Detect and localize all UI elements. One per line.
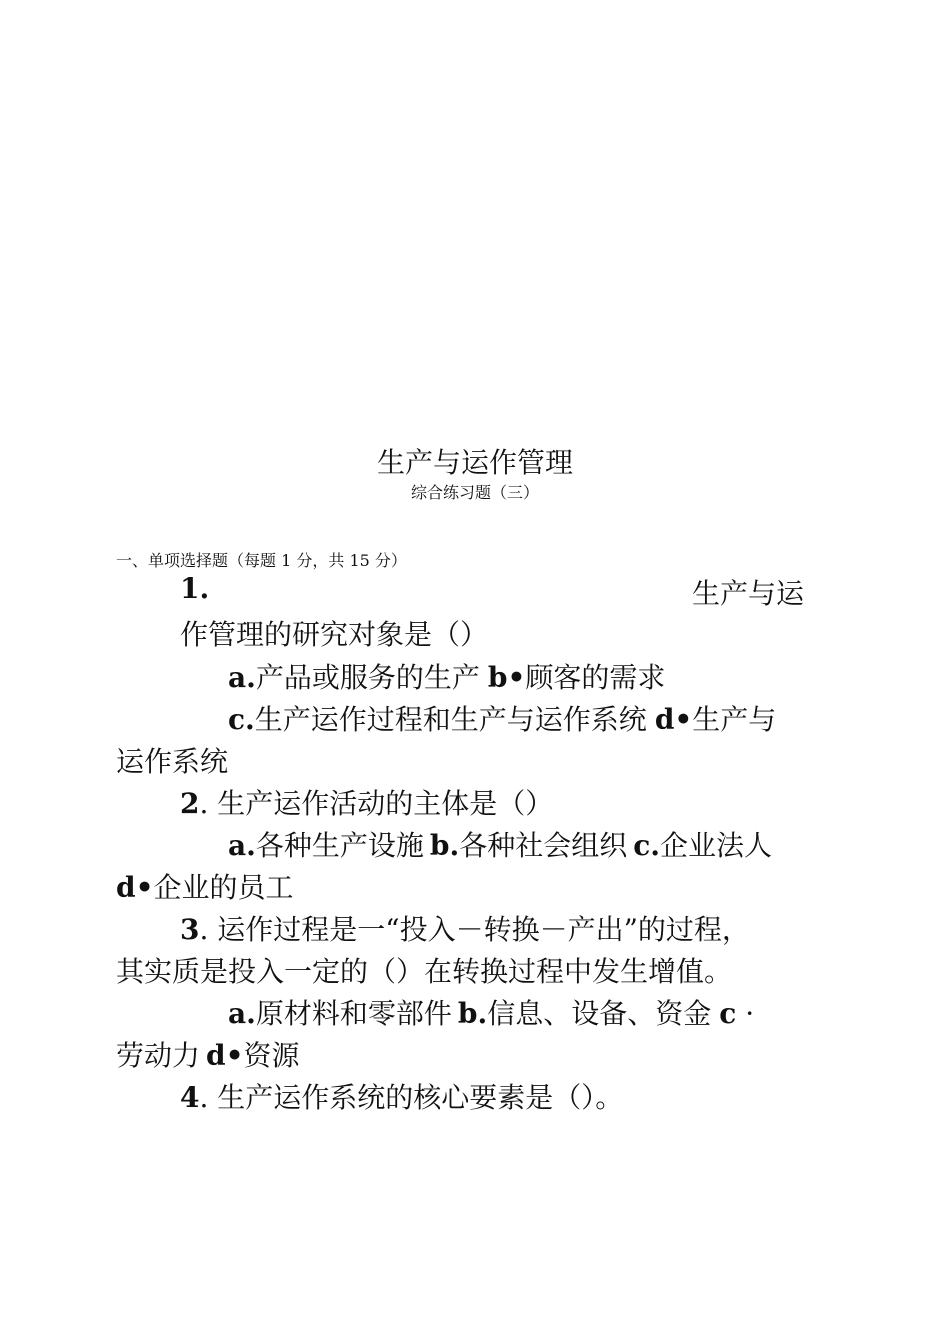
q3-options-cont: 劳动力 d•资源 — [116, 1039, 300, 1072]
q1-number: 1. — [180, 572, 210, 605]
q2-option-d: d•企业的员工 — [116, 871, 294, 904]
document-title: 生产与运作管理 — [376, 446, 573, 479]
q2-options-abc: a.各种生产设施 b.各种社会组织 c.企业法人 — [228, 829, 773, 862]
q1-option-d-cont: 运作系统 — [116, 745, 229, 778]
q1-options-ab: a.产品或服务的生产 b•顾客的需求 — [228, 661, 666, 694]
q3-options-abc: a.原材料和零部件 b.信息、设备、资金 c · — [228, 997, 755, 1030]
document-subtitle: 综合练习题（三） — [410, 483, 539, 502]
q3-text-cont: 其实质是投入一定的（）在转换过程中发生增值。 — [116, 955, 733, 988]
q2-text: 2. 生产运作活动的主体是（） — [180, 787, 554, 820]
q1-text-start: 生产与运 — [692, 577, 805, 610]
section-heading: 一、单项选择题（每题 1 分，共 15 分） — [116, 551, 407, 570]
q1-text: 作管理的研究对象是（） — [180, 618, 489, 651]
q1-options-cd: c.生产运作过程和生产与运作系统 d•生产与 — [228, 703, 777, 736]
q4-text: 4. 生产运作系统的核心要素是（）。 — [180, 1081, 624, 1114]
q3-text-start: 3. 运作过程是一“投入－转换－产出”的过程， — [180, 913, 750, 946]
